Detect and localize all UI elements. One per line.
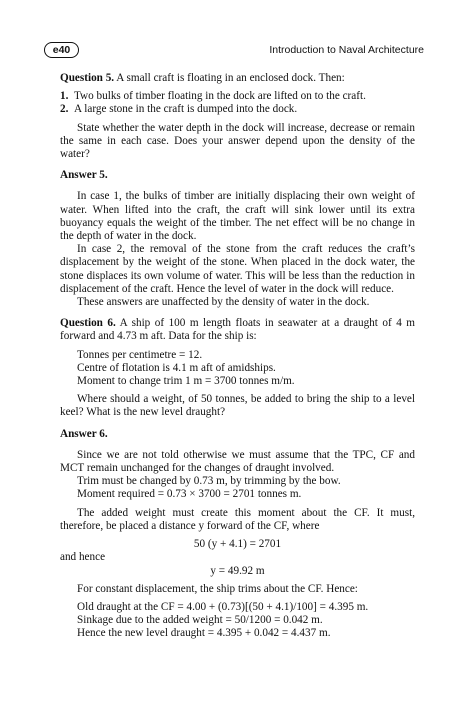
calculation-line: Old draught at the CF = 4.00 + (0.73)[(50 + 4.1)/100] = 4.395 m. (77, 600, 369, 613)
equation: y = 49.92 m (210, 564, 265, 577)
list-item: 2. A large stone in the craft is dumped into the dock. (60, 103, 298, 116)
calculation-block (60, 601, 415, 641)
answer-6-paragraph: The added weight must create this moment about the CF. It must, therefore, be placed a distance y forward of the CF, where (60, 506, 415, 532)
answer-6-paragraph: For constant displacement, the ship trims about the CF. Hence: (77, 582, 358, 595)
page-content (60, 72, 415, 641)
question-5-intro: A small craft is floating in an enclosed dock. Then: (116, 72, 345, 84)
ship-data-line: Tonnes per centimetre = 12. (77, 348, 203, 361)
answer-6-paragraph: Moment required = 0.73 × 3700 = 2701 tonnes m. (77, 488, 302, 501)
answer-5-paragraph: These answers are unaffected by the density of water in the dock. (77, 296, 370, 309)
ship-data-block (60, 349, 415, 389)
question-6 (60, 317, 415, 343)
answer-5-paragraph: In case 2, the removal of the stone from the craft reduces the craft’s displacement by the weight of the stone. When placed in the dock water, the stone displaces its own volume of water. This will be less than the reduction in displacement of the craft. Hence the level of water in the dock will reduce. (60, 243, 415, 295)
answer-5-paragraph: In case 1, the bulks of timber are initially displacing their own weight of water. When lifted into the craft, the craft will sink lower until its extra buoyancy equals the weight of the timber. The net effect will be no change in the depth of water in the dock. (60, 190, 415, 243)
ship-data-line: Centre of flotation is 4.1 m aft of amidships. (77, 361, 276, 374)
question-5-text: State whether the water depth in the dock will increase, decrease or remain the same in each case. Does your answer depend upon the density of the water? (60, 121, 415, 161)
question-5-label: Question 5. (60, 72, 115, 84)
page-header (44, 42, 424, 58)
question-6-label: Question 6. (60, 317, 116, 330)
question-5 (60, 72, 415, 85)
answer-6-paragraph: Trim must be changed by 0.73 m, by trimming by the bow. (77, 475, 341, 488)
calculation-line: Hence the new level draught = 4.395 + 0.042 = 4.437 m. (77, 627, 331, 640)
question-6-text: A ship of 100 m length floats in seawater at a draught of 4 m forward and 4.73 m aft. Data for the ship is: (60, 317, 415, 343)
answer-5-heading: Answer 5. (60, 169, 108, 182)
list-item: 1. Two bulks of timber floating in the dock are lifted on to the craft. (60, 90, 366, 103)
answer-6-paragraph: Since we are not told otherwise we must assume that the TPC, CF and MCT remain unchanged for the changes of draught involved. (60, 448, 415, 475)
running-title: Introduction to Naval Architecture (269, 44, 424, 56)
ship-data-line: Moment to change trim 1 m = 3700 tonnes m/m. (77, 375, 295, 388)
answer-6-heading: Answer 6. (60, 427, 108, 440)
calculation-line: Sinkage due to the added weight = 50/1200 = 0.042 m. (77, 614, 323, 627)
page-number-badge: e40 (44, 42, 79, 58)
question-5-list (60, 90, 415, 116)
and-hence-text: and hence (60, 551, 106, 564)
question-6-question: Where should a weight, of 50 tonnes, be added to bring the ship to a level keel? What is the new level draught? (60, 393, 415, 419)
equation: 50 (y + 4.1) = 2701 (193, 538, 282, 551)
